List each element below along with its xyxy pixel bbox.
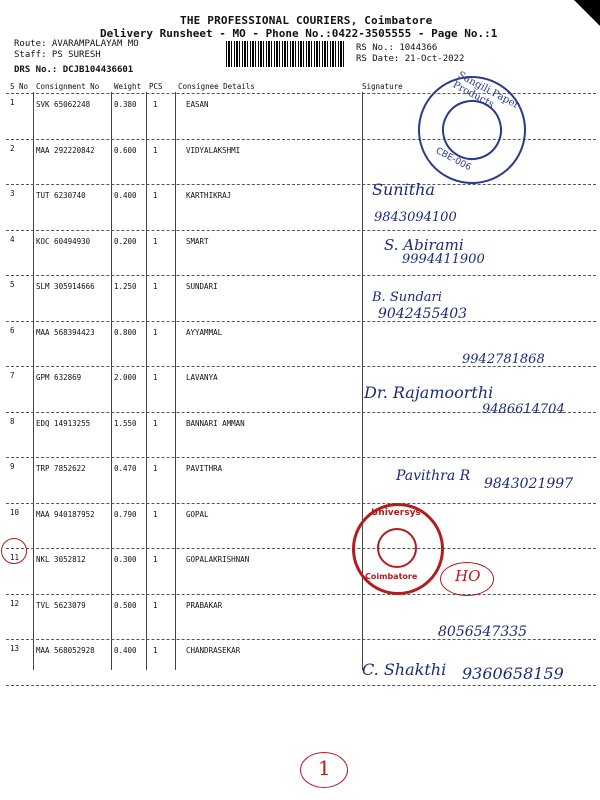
row-sno: 8 [10, 416, 15, 426]
pcs-value: 1 [153, 646, 158, 655]
row-separator [6, 594, 596, 595]
row-separator [6, 685, 596, 686]
row-separator [6, 321, 596, 322]
consignee-name: BANNARI AMMAN [186, 418, 245, 428]
pcs-value: 1 [153, 464, 158, 473]
row-separator [6, 230, 596, 231]
consignee-name: KARTHIKRAJ [186, 191, 232, 200]
weight-value: 0.470 [114, 464, 137, 473]
stamp-bottom-text: Coimbatore [365, 572, 418, 581]
pcs-value: 1 [153, 373, 158, 382]
weight-value: 0.800 [114, 327, 137, 337]
universys-stamp [352, 503, 444, 595]
pcs-value: 1 [153, 236, 158, 246]
stamp-top-text: Universys [371, 508, 421, 518]
rs-date: RS Date: 21-Oct-2022 [356, 54, 465, 64]
row-sno: 4 [10, 234, 15, 244]
phone-row-3: 9843094100 [374, 210, 457, 225]
row-sno: 13 [10, 644, 20, 653]
phone-row-5: 9042455403 [378, 306, 468, 322]
weight-value: 0.380 [114, 100, 137, 109]
consignment-number: MAA 568052928 [36, 646, 95, 655]
col-sno: S No [10, 82, 29, 91]
consignment-number: MAA 292220842 [36, 145, 95, 155]
row-separator [6, 184, 596, 185]
col-divider [33, 92, 34, 670]
signature-row-3: Sunitha [372, 180, 435, 199]
consignment-number: NKL 3052812 [36, 555, 86, 564]
row-sno: 6 [10, 325, 15, 335]
consignee-name: GOPAL [186, 509, 209, 519]
consignee-name: CHANDRASEKAR [186, 646, 241, 655]
runsheet-title: Delivery Runsheet - MO - Phone No.:0422-3505555 - Page No.:1 [100, 27, 498, 40]
weight-value: 2.000 [114, 373, 137, 382]
pcs-value: 1 [153, 509, 158, 519]
col-divider [175, 92, 176, 670]
phone-row-9: 9843021997 [484, 476, 574, 492]
route-label: Route: AVARAMPALAYAM MO [14, 39, 139, 49]
consignee-name: VIDYALAKSHMI [186, 145, 241, 155]
page-number-mark: 1 [318, 756, 331, 780]
consignee-name: EASAN [186, 100, 209, 109]
consignee-name: PAVITHRA [186, 464, 223, 473]
row-sno: 1 [10, 98, 15, 107]
row-sno: 5 [10, 280, 15, 289]
phone-row-4: 9994411900 [402, 252, 485, 267]
rs-number: RS No.: 1044366 [356, 43, 438, 53]
col-pcs: PCS [149, 82, 163, 91]
consignee-name: PRABAKAR [186, 600, 223, 610]
row-sno: 9 [10, 462, 15, 471]
row-11-circle-mark [1, 538, 27, 564]
consignment-number: SLM 305914666 [36, 282, 95, 291]
col-weight: Weight [114, 82, 142, 91]
phone-row-6: 9942781868 [462, 352, 545, 367]
weight-value: 0.400 [114, 191, 137, 200]
pcs-value: 1 [153, 282, 158, 291]
row-separator [6, 457, 596, 458]
consignment-number: EDQ 14913255 [36, 418, 91, 428]
row-sno: 2 [10, 143, 15, 153]
weight-value: 1.250 [114, 282, 137, 291]
pcs-value: 1 [153, 100, 158, 109]
col-divider [111, 92, 112, 670]
pcs-value: 1 [153, 555, 158, 564]
row-separator [6, 275, 596, 276]
consignee-name: SUNDARI [186, 282, 218, 291]
rs-info [356, 43, 464, 65]
staff-label: Staff: PS SURESH [14, 50, 101, 60]
stamp-code: CBE-006 [433, 146, 473, 174]
runsheet-barcode [226, 41, 346, 67]
col-consignee: Consignee Details [178, 82, 255, 91]
col-consignment: Consignment No [36, 82, 100, 91]
consignment-number: TRP 7852622 [36, 464, 86, 473]
route-info [14, 39, 139, 76]
signature-row-7: Dr. Rajamoorthi [364, 383, 494, 402]
signature-row-5: B. Sundari [372, 290, 442, 305]
consignment-number: KOC 60494930 [36, 236, 91, 246]
consignee-name: AYYAMMAL [186, 327, 223, 337]
weight-value: 0.300 [114, 555, 137, 564]
phone-row-7: 9486614704 [482, 402, 565, 417]
row-sno: 3 [10, 189, 15, 198]
weight-value: 0.790 [114, 509, 137, 519]
weight-value: 1.550 [114, 418, 137, 428]
stamp-inner-ring [377, 528, 417, 568]
phone-row-12: 8056547335 [438, 624, 528, 640]
page-corner-mark [574, 0, 600, 26]
pcs-value: 1 [153, 327, 158, 337]
consignment-number: SVK 65062248 [36, 100, 91, 109]
signature-row-13: C. Shakthi [362, 660, 447, 679]
weight-value: 0.400 [114, 646, 137, 655]
row-separator [6, 503, 596, 504]
row-sno: 12 [10, 598, 20, 608]
weight-value: 0.500 [114, 600, 137, 610]
row-sno: 11 [10, 553, 20, 562]
weight-value: 0.600 [114, 145, 137, 155]
weight-value: 0.200 [114, 236, 137, 246]
row-sno: 7 [10, 371, 15, 380]
pcs-value: 1 [153, 418, 158, 428]
consignment-number: MAA 568394423 [36, 327, 95, 337]
col-signature: Signature [362, 82, 403, 91]
consignee-name: LAVANYA [186, 373, 218, 382]
company-title: THE PROFESSIONAL COURIERS, Coimbatore [180, 14, 433, 27]
row-separator [6, 548, 596, 549]
consignment-number: MAA 940187952 [36, 509, 95, 519]
signature-row-9: Pavithra R [396, 468, 471, 484]
pcs-value: 1 [153, 145, 158, 155]
pcs-value: 1 [153, 600, 158, 610]
phone-row-13: 9360658159 [462, 664, 564, 683]
signature-row-4: S. Abirami [384, 236, 464, 254]
pcs-value: 1 [153, 191, 158, 200]
stamp-brand: Sangili Paper Products [450, 69, 521, 112]
consignment-number: GPM 632869 [36, 373, 82, 382]
row-sno: 10 [10, 507, 20, 517]
consignment-number: TVL 5623079 [36, 600, 86, 610]
ho-mark: HO [455, 567, 481, 585]
col-divider [146, 92, 147, 670]
consignee-name: GOPALAKRISHNAN [186, 555, 250, 564]
consignment-number: TUT 6230740 [36, 191, 86, 200]
consignee-name: SMART [186, 236, 209, 246]
col-divider [362, 92, 363, 670]
drs-number: DRS No.: DCJB104436601 [14, 65, 134, 75]
